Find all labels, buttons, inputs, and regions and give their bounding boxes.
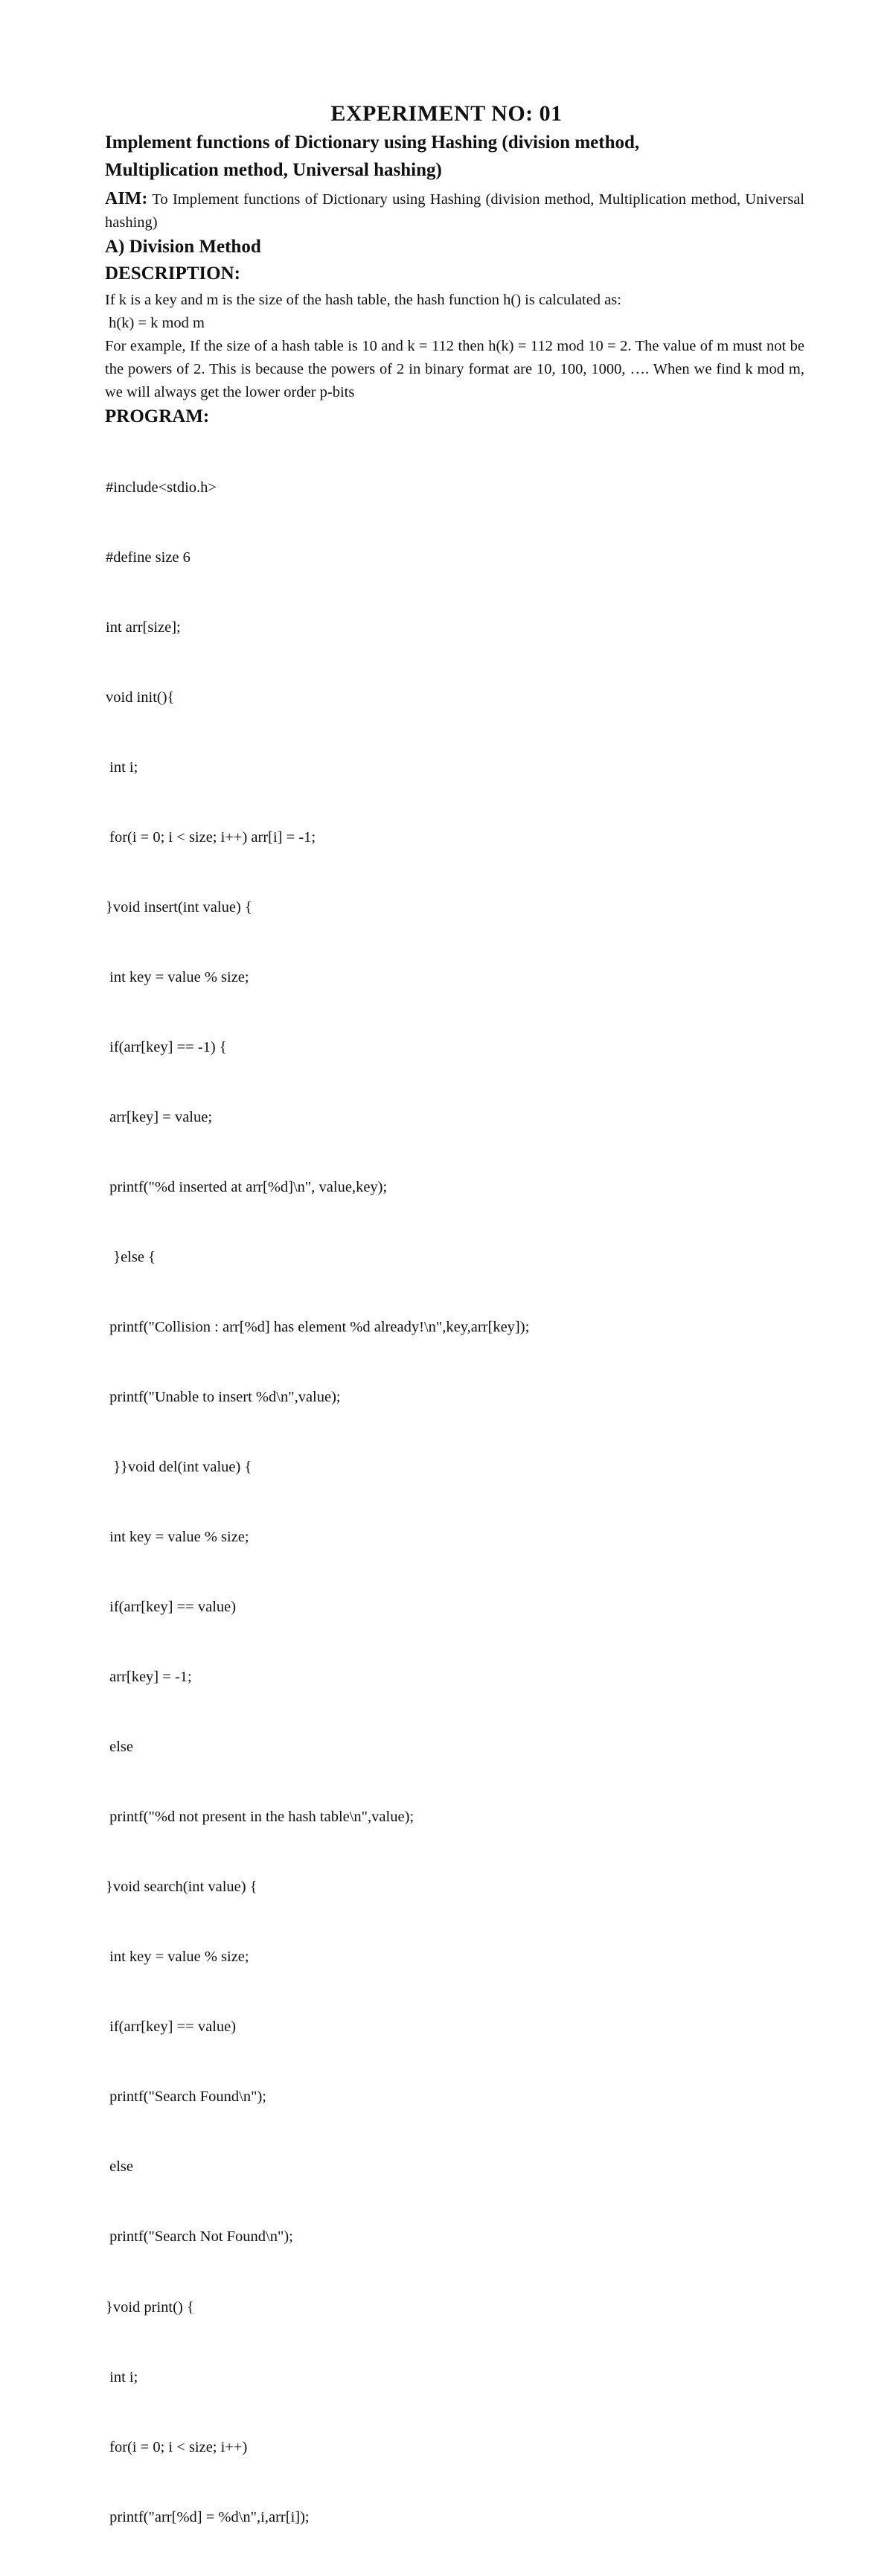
code-line: int key = value % size; [106, 968, 249, 985]
code-line: }else { [106, 1249, 156, 1266]
code-line: int key = value % size; [106, 1949, 249, 1966]
code-line: printf("%d not present in the hash table\n",value); [106, 1809, 415, 1826]
code-line: for(i = 0; i < size; i++) [106, 2438, 248, 2455]
code-line: if(arr[key] == value) [106, 2019, 237, 2036]
description-line: If k is a key and m is the size of the hash table, the hash function h() is calculated as: [105, 292, 621, 308]
code-line: arr[key] = -1; [106, 1669, 192, 1686]
aim-label: AIM: [105, 189, 148, 208]
code-line: arr[key] = value; [106, 1108, 213, 1125]
code-line: else [106, 1739, 133, 1756]
code-line: int i; [106, 758, 138, 776]
description-formula: h(k) = k mod m [105, 315, 205, 331]
program-heading: PROGRAM: [105, 406, 210, 426]
code-line: for(i = 0; i < size; i++) arr[i] = -1; [106, 828, 316, 846]
code-line: int i; [106, 2368, 138, 2385]
code-line: if(arr[key] == -1) { [106, 1038, 227, 1055]
code-line: printf("%d inserted at arr[%d]\n", value,key); [106, 1179, 388, 1195]
aim-text: To Implement functions of Dictionary using Hashing (division method, Multiplication method, Universal hashing) [105, 191, 804, 231]
code-line: printf("Search Not Found\n"); [106, 2228, 293, 2246]
section-a-heading: A) Division Method [105, 237, 261, 257]
code-line: int arr[size]; [106, 619, 181, 636]
code-line: }}void del(int value) { [106, 1459, 252, 1476]
experiment-title: EXPERIMENT NO: 01 [330, 101, 563, 126]
code-line: printf("Search Found\n"); [106, 2088, 267, 2106]
experiment-subtitle-line-1: Implement functions of Dictionary using Hashing (division method, [105, 132, 640, 153]
code-line: printf("arr[%d] = %d\n",i,arr[i]); [106, 2508, 310, 2525]
code-line: }void print() { [106, 2298, 194, 2315]
program-code-block [106, 429, 805, 2576]
code-line: }void search(int value) { [106, 1879, 257, 1896]
experiment-subtitle-line-2: Multiplication method, Universal hashing) [105, 160, 442, 180]
code-line: #define size 6 [106, 549, 191, 566]
code-line: if(arr[key] == value) [106, 1599, 237, 1616]
code-line: }void insert(int value) { [106, 898, 252, 915]
description-heading: DESCRIPTION: [105, 263, 240, 284]
code-line: else [106, 2158, 133, 2176]
aim-paragraph [105, 188, 804, 234]
code-line: int key = value % size; [106, 1529, 249, 1546]
code-line: #include<stdio.h> [106, 479, 217, 496]
code-line: printf("Collision : arr[%d] has element %d already!\n",key,arr[key]); [106, 1319, 530, 1336]
code-line: void init(){ [106, 688, 175, 706]
description-paragraph: For example, If the size of a hash table is 10 and k = 112 then h(k) = 112 mod 10 = 2. The value of m must not be the powers of 2. This is because the powers of 2 in binary format are 10, 100, 1000, …. When we find k mod m, we will always get the lower order p-bits [105, 338, 804, 400]
code-line: printf("Unable to insert %d\n",value); [106, 1389, 341, 1406]
